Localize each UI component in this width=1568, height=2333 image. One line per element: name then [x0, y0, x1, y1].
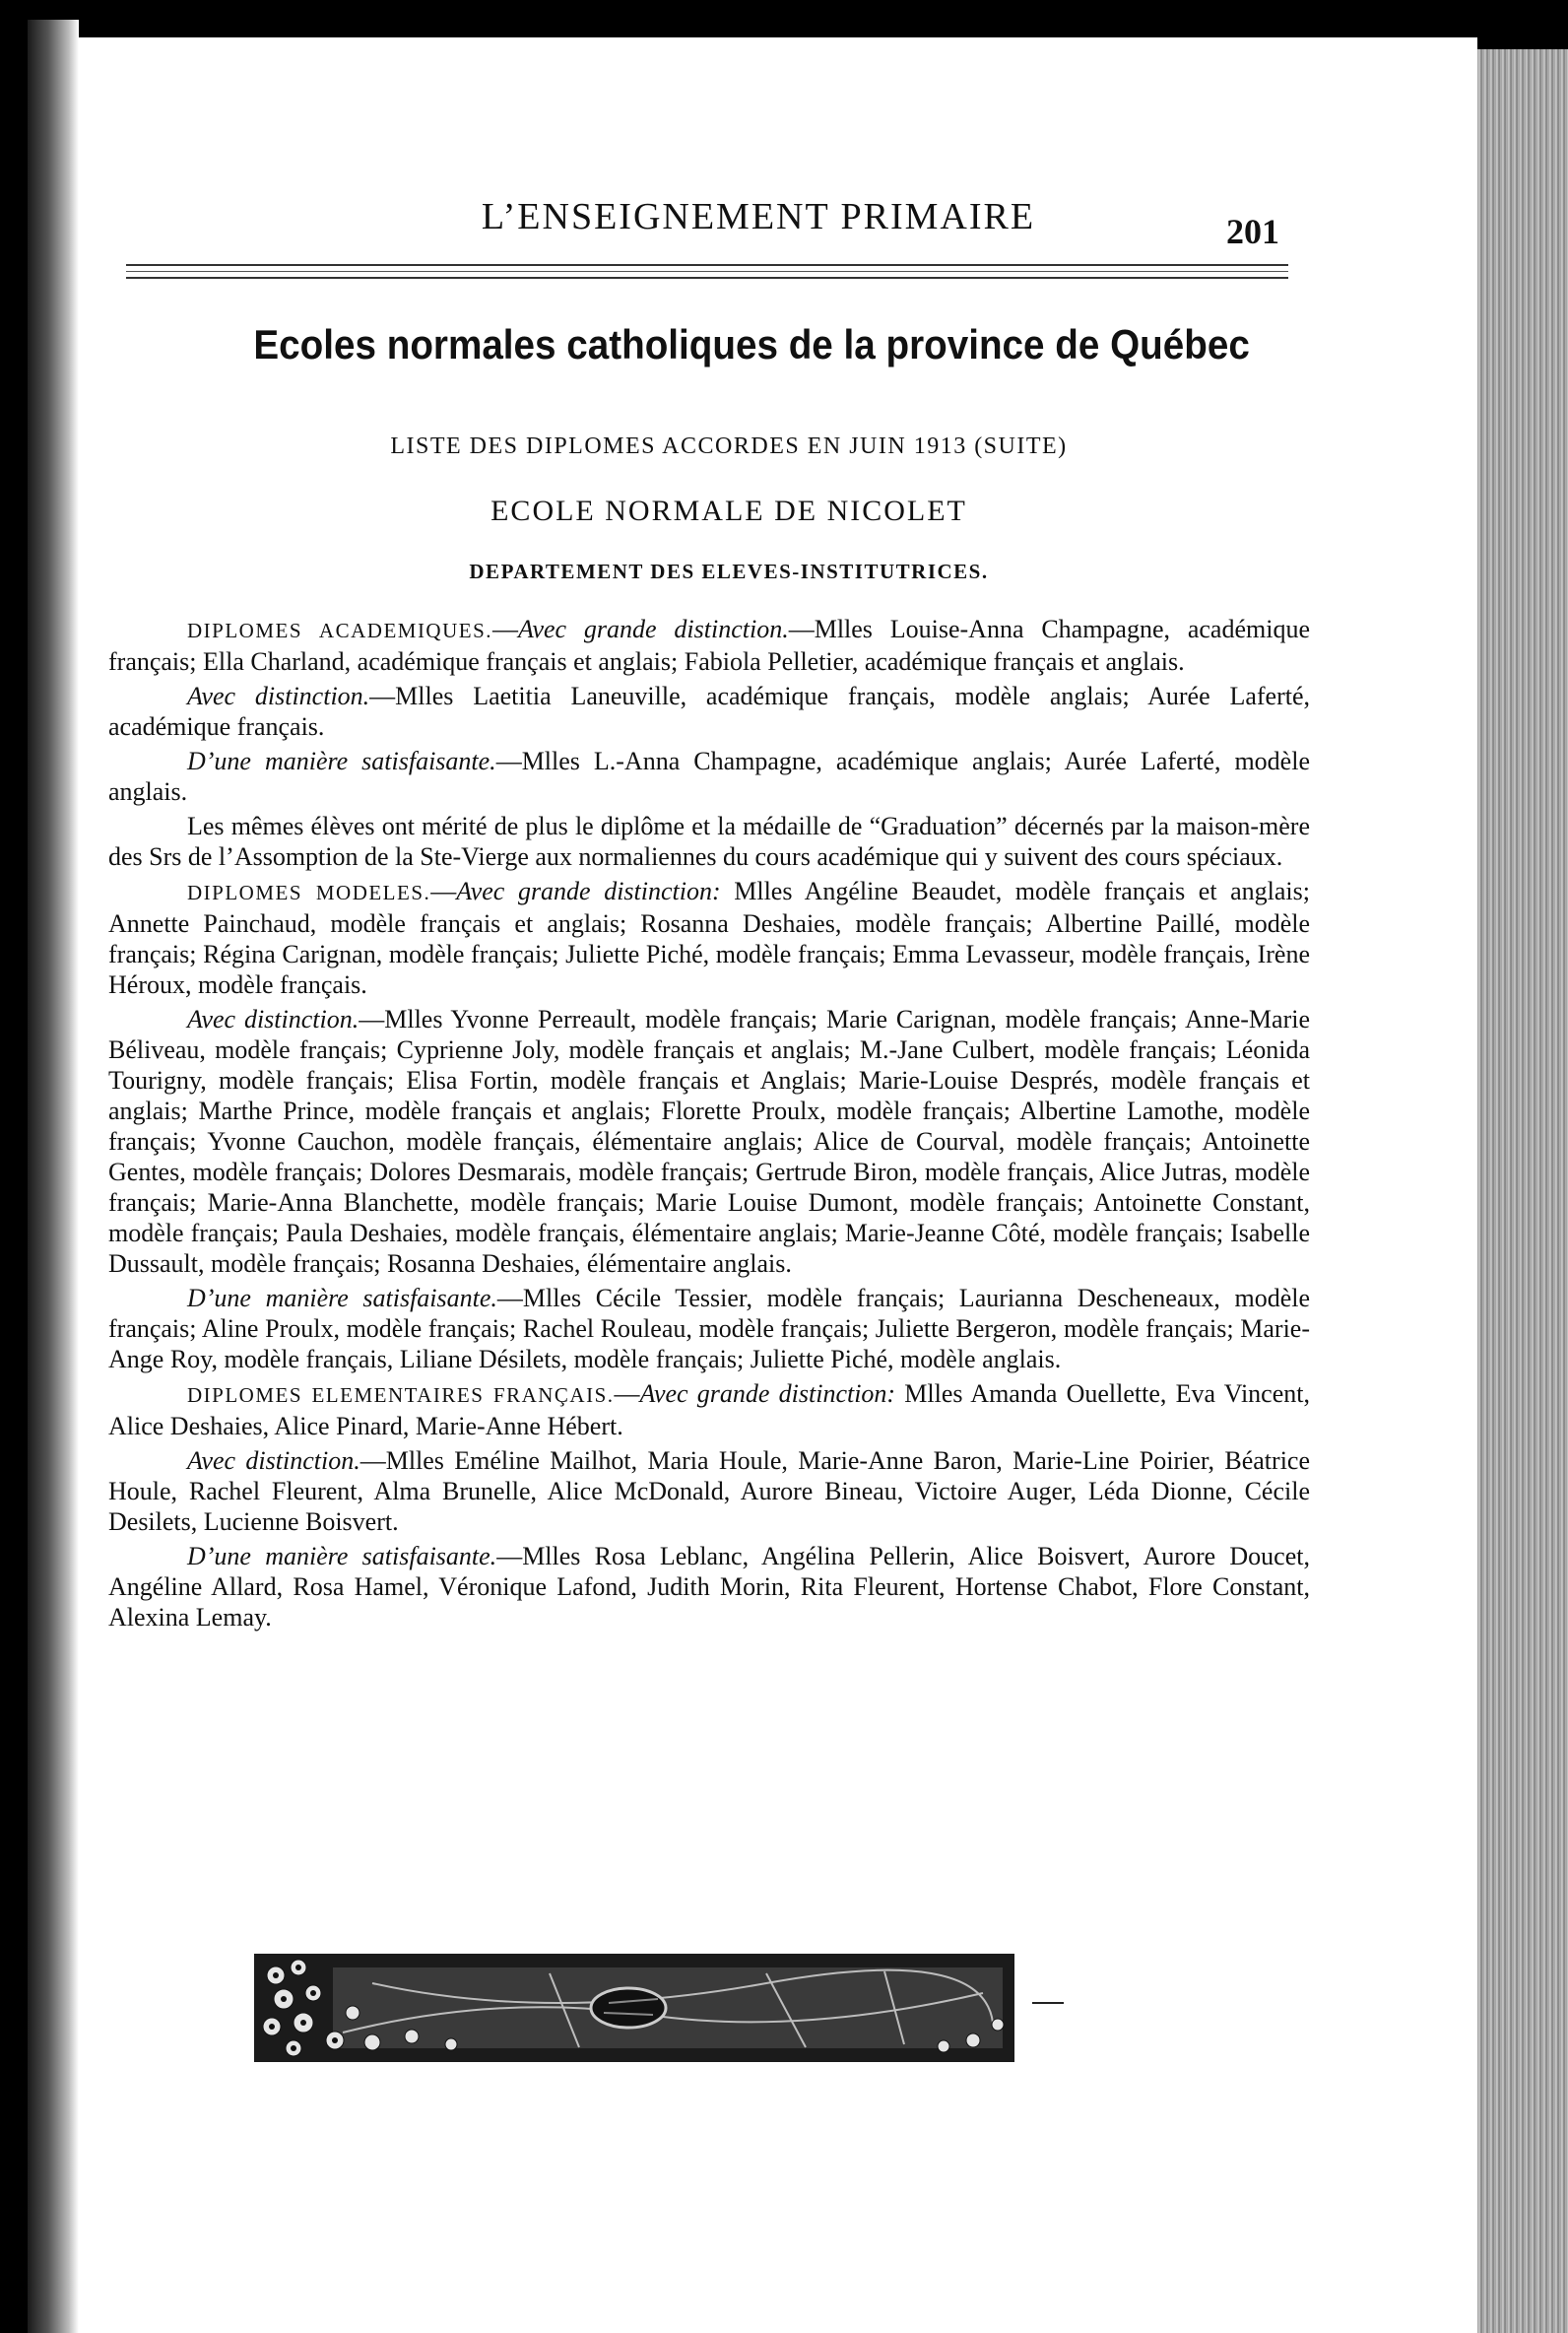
paragraph: [108, 811, 1310, 872]
paragraph: [108, 746, 1310, 807]
article-subtitle: LISTE DES DIPLOMES ACCORDES EN JUIN 1913 (SUITE): [390, 433, 1068, 459]
paragraph-text: —Mlles Louise-Anna Champagne, académique français; Ella Charland, académique français et anglais; Fabiola Pelletier, académique français et anglais.: [108, 615, 1310, 676]
scan-left-edge: [0, 0, 28, 2333]
book-page-edges: [1477, 49, 1568, 2333]
header-rule: [126, 264, 1288, 266]
paragraph-text: —Mlles L.-Anna Champagne, académique anglais; Aurée Laferté, modèle anglais.: [108, 747, 1310, 806]
paragraph-text: Les mêmes élèves ont mérité de plus le diplôme et la médaille de “Graduation” décernés par la maison-mère des Srs de l’Assomption de la Ste-Vierge aux normaliennes du cours académique qui y suivent des cours spéciaux.: [108, 812, 1310, 871]
section-lead: DIPLOMES MODELES.: [187, 881, 431, 904]
paragraph-text: —Mlles Cécile Tessier, modèle français; Laurianna Descheneaux, modèle français; Aline Proulx, modèle français; Rachel Rouleau, modèle français; Juliette Bergeron, modèle français; Marie-Ange Roy, modèle français, Liliane Désilets, modèle français; Juliette Piché, modèle anglais.: [108, 1284, 1310, 1373]
paragraph-text: Mlles Amanda Ouellette, Eva Vincent, Alice Deshaies, Alice Pinard, Marie-Anne Hébert.: [108, 1379, 1310, 1440]
paragraph: [108, 1541, 1310, 1633]
floral-tailpiece-ornament: [254, 1954, 1014, 2062]
paragraph: [108, 1445, 1310, 1537]
article-body: [108, 614, 1310, 1636]
running-head: L’ENSEIGNEMENT PRIMAIRE: [481, 196, 1036, 237]
section-lead: DIPLOMES ELEMENTAIRES FRANÇAIS.: [187, 1383, 615, 1407]
distinction-label: Avec distinction.: [187, 1005, 359, 1033]
distinction-label: Avec grande distinction:: [456, 877, 721, 905]
paragraph-text: —Mlles Eméline Mailhot, Maria Houle, Marie-Anne Baron, Marie-Line Poirier, Béatrice Houle, Rachel Fleurent, Alma Brunelle, Alice McDonald, Aurore Bineau, Victoire Auger, Léda Dionne, Cécile Desilets, Lucienne Boisvert.: [108, 1446, 1310, 1536]
paragraph-text: —Mlles Rosa Leblanc, Angélina Pellerin, Alice Boisvert, Aurore Doucet, Angéline Allard, Rosa Hamel, Véronique Lafond, Judith Morin, Rita Fleurent, Hortense Chabot, Flore Constant, Alexina Lemay.: [108, 1542, 1310, 1632]
header-rule-thin: [126, 271, 1288, 272]
distinction-label: D’une manière satisfaisante.: [187, 747, 496, 775]
dash: —: [492, 615, 519, 643]
paragraph: [108, 1004, 1310, 1279]
distinction-label: Avec grande distinction:: [639, 1379, 896, 1408]
header-rule: [126, 277, 1288, 279]
article-title: Ecoles normales catholiques de la province de Québec: [253, 321, 1250, 367]
paragraph-text: —Mlles Laetitia Laneuville, académique français, modèle anglais; Aurée Laferté, académique français.: [108, 682, 1310, 741]
dash: —: [614, 1379, 640, 1408]
distinction-label: Avec grande distinction.: [518, 615, 789, 643]
book-page: [79, 28, 1477, 2333]
paragraph: [108, 876, 1310, 1000]
paragraph: [108, 1378, 1310, 1441]
school-heading: ECOLE NORMALE DE NICOLET: [490, 495, 967, 527]
distinction-label: D’une manière satisfaisante.: [187, 1542, 497, 1570]
ornament-dash: [1032, 2002, 1064, 2004]
distinction-label: Avec distinction.: [187, 682, 370, 710]
paragraph-text: —Mlles Yvonne Perreault, modèle français; Marie Carignan, modèle français; Anne-Marie Béliveau, modèle français; Cyprienne Joly, modèle français et anglais; M.-Jane Culbert, modèle français; Léonida Tourigny, modèle français; Elisa Fortin, modèle français et Anglais; Marie-Louise Després, modèle français et anglais; Marthe Prince, modèle français et anglais; Florette Proulx, modèle français; Albertine Lamothe, modèle français; Yvonne Cauchon, modèle français, élémentaire anglais; Alice de Courval, modèle français; Antoinette Gentes, modèle français; Dolores Desmarais, modèle français; Gertrude Biron, modèle français, Alice Jutras, modèle français; Marie-Anna Blanchette, modèle français; Marie Louise Dumont, modèle français; Antoinette Constant, modèle français; Paula Deshaies, modèle français, élémentaire anglais; Marie-Jeanne Côté, modèle français; Isabelle Dussault, modèle français; Rosanna Deshaies, élémentaire anglais.: [108, 1005, 1311, 1278]
section-lead: DIPLOMES ACADEMIQUES.: [187, 619, 493, 642]
page-number: 201: [1226, 212, 1279, 251]
paragraph: [108, 1283, 1310, 1374]
paragraph-text: Mlles Angéline Beaudet, modèle français et anglais; Annette Painchaud, modèle français et anglais; Rosanna Deshaies, modèle français; Albertine Paillé, modèle français; Régina Carignan, modèle français; Juliette Piché, modèle français; Emma Levasseur, modèle français, Irène Héroux, modèle français.: [108, 877, 1311, 999]
distinction-label: D’une manière satisfaisante.: [187, 1284, 497, 1312]
distinction-label: Avec distinction.: [187, 1446, 360, 1475]
paragraph: [108, 681, 1310, 742]
paragraph: [108, 614, 1310, 677]
department-heading: DEPARTEMENT DES ELEVES-INSTITUTRICES.: [469, 560, 989, 583]
book-gutter-shadow: [28, 20, 79, 2333]
dash: —: [430, 877, 457, 905]
